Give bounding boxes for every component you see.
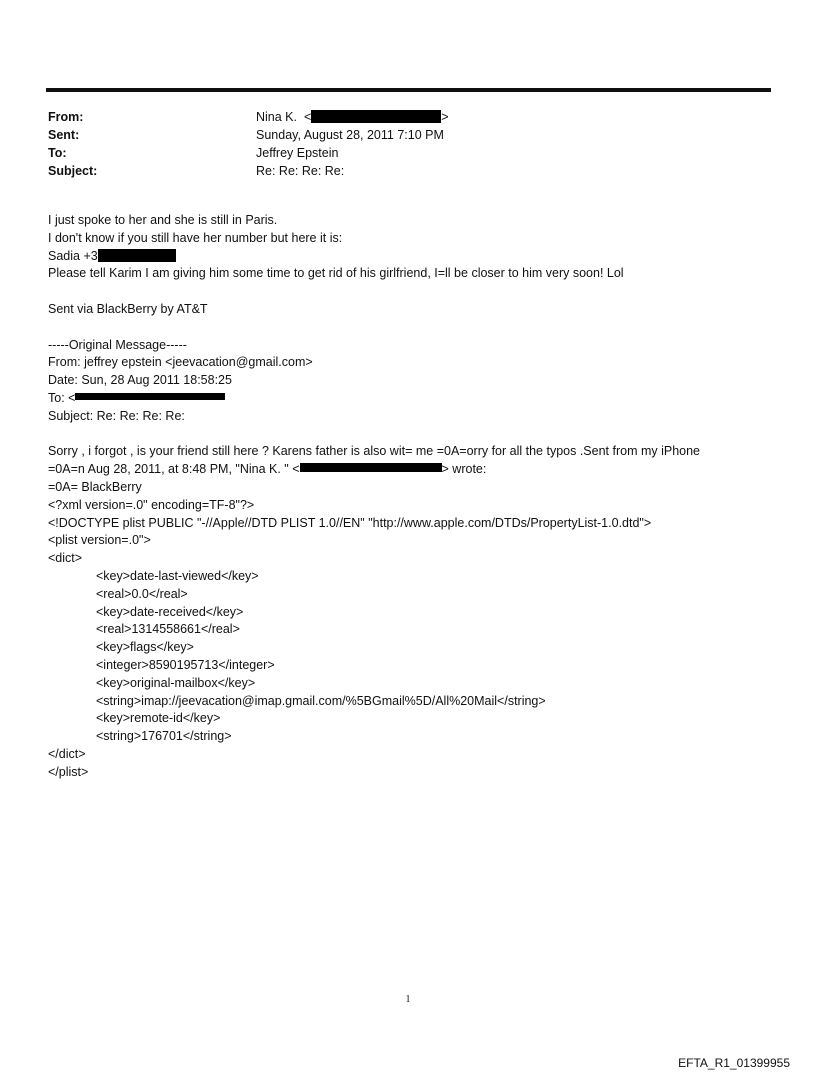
phone-prefix: Sadia +3 — [48, 248, 98, 263]
plist-close: </plist> — [48, 764, 89, 779]
body-line — [48, 248, 773, 266]
dict-entry: <key>remote-id</key> — [96, 711, 221, 726]
sent-label: Sent: — [48, 128, 80, 142]
email-header — [48, 108, 768, 180]
from-bracket-close: > — [441, 110, 449, 124]
sent-value: Sunday, August 28, 2011 7:10 PM — [256, 128, 444, 142]
from-row — [48, 108, 768, 126]
reply-suffix: > wrote: — [441, 462, 487, 477]
dict-entry: <integer>8590195713</integer> — [96, 657, 275, 672]
dict-entry: <key>date-last-viewed</key> — [96, 568, 259, 583]
to-value: Jeffrey Epstein — [256, 146, 339, 160]
sent-row — [48, 126, 768, 144]
to-row — [48, 144, 768, 162]
email-body — [48, 212, 773, 782]
redaction-box — [98, 249, 176, 262]
from-value — [256, 108, 449, 126]
redaction-box — [300, 463, 442, 472]
bates-number: EFTA_R1_01399955 — [678, 1056, 790, 1070]
original-to-line — [48, 390, 773, 408]
signature-line: Sent via BlackBerry by AT&T — [48, 301, 208, 316]
original-from-line: From: jeffrey epstein <jeevacation@gmail.com> — [48, 355, 313, 370]
original-to-prefix: To: < — [48, 390, 76, 405]
original-date-line: Date: Sun, 28 Aug 2011 18:58:25 — [48, 373, 232, 388]
dict-entry: <key>flags</key> — [96, 640, 194, 655]
from-name: Nina K. — [256, 110, 297, 124]
body-line: Please tell Karim I am giving him some time to get rid of his girlfriend, I=ll be closer to him very soon! Lol — [48, 266, 624, 281]
doctype-line: <!DOCTYPE plist PUBLIC "-//Apple//DTD PLIST 1.0//EN" "http://www.apple.com/DTDs/PropertyList-1.0.dtd"> — [48, 515, 652, 530]
dict-entry: <key>date-received</key> — [96, 604, 244, 619]
dict-entry: <real>0.0</real> — [96, 586, 188, 601]
to-label: To: — [48, 146, 67, 160]
reply-line — [48, 461, 773, 479]
original-subject-line: Subject: Re: Re: Re: Re: — [48, 408, 185, 423]
xml-declaration: <?xml version=.0" encoding=TF-8"?> — [48, 497, 255, 512]
dict-entry: <string>176701</string> — [96, 729, 232, 744]
plist-open: <plist version=.0"> — [48, 533, 151, 548]
body-line: I just spoke to her and she is still in Paris. — [48, 213, 278, 227]
redaction-box — [311, 110, 441, 123]
original-message-marker: -----Original Message----- — [48, 337, 187, 352]
from-label: From: — [48, 110, 84, 124]
subject-row — [48, 162, 768, 180]
header-rule — [46, 88, 771, 92]
dict-entry: <key>original-mailbox</key> — [96, 675, 256, 690]
dict-entry: <real>1314558661</real> — [96, 622, 240, 637]
redaction-box — [75, 393, 225, 400]
dict-entry: <string>imap://jeevacation@imap.gmail.com/%5BGmail%5D/All%20Mail</string> — [96, 693, 546, 708]
reply-line: =0A= BlackBerry — [48, 479, 142, 494]
reply-prefix: =0A=n Aug 28, 2011, at 8:48 PM, "Nina K. " < — [48, 462, 300, 477]
dict-open: <dict> — [48, 551, 83, 566]
page-number: 1 — [405, 994, 411, 1005]
dict-close: </dict> — [48, 746, 86, 761]
subject-label: Subject: — [48, 164, 98, 178]
from-bracket-open: < — [303, 110, 312, 124]
reply-line: Sorry , i forgot , is your friend still here ? Karens father is also wit= me =0A=orry for all the typos .Sent from my iPhone — [48, 444, 701, 459]
body-line: I don't know if you still have her number but here it is: — [48, 230, 343, 245]
subject-value: Re: Re: Re: Re: — [256, 164, 345, 178]
